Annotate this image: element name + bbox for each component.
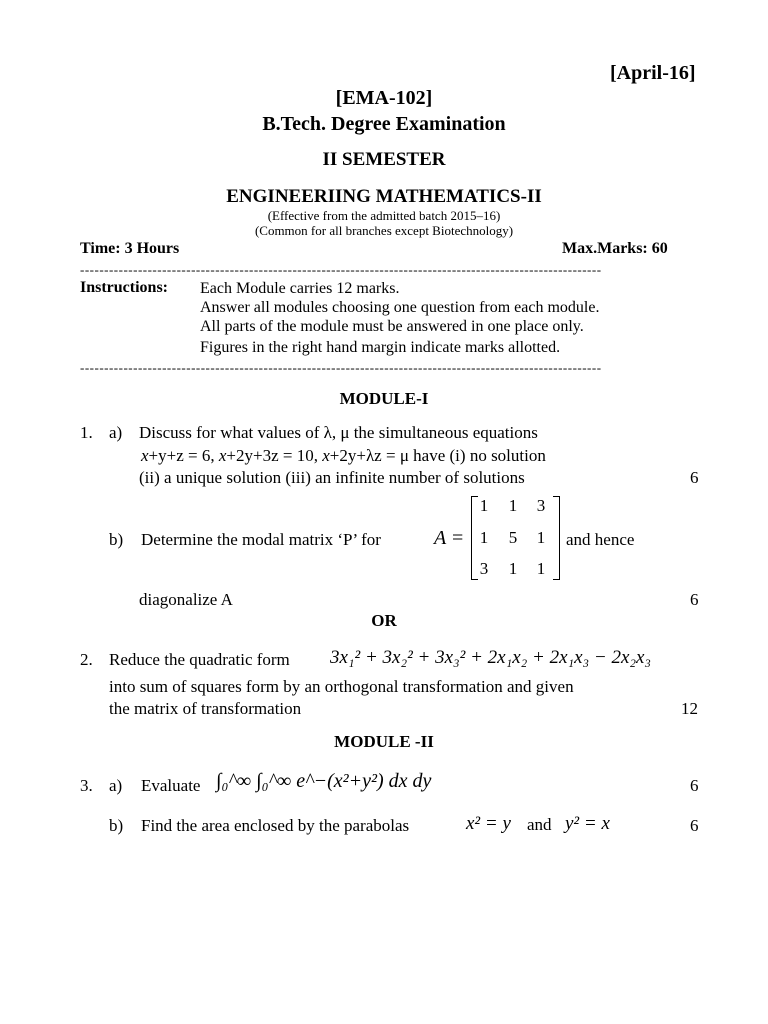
question-text: Evaluate: [141, 776, 201, 795]
matrix-cell: 1: [536, 528, 546, 547]
matrix-cell: 1: [479, 528, 489, 547]
instructions-label: Instructions:: [80, 279, 169, 296]
effective-note: (Effective from the admitted batch 2015–16): [267, 208, 501, 223]
part-label: a): [109, 423, 123, 442]
or-divider: OR: [371, 611, 397, 630]
semester-title: II SEMESTER: [322, 149, 446, 170]
instruction-line: Each Module carries 12 marks.: [200, 280, 400, 297]
question-text: Find the area enclosed by the parabolas: [141, 816, 410, 835]
matrix-cell: 1: [508, 559, 518, 578]
question-text: Reduce the quadratic form: [109, 650, 290, 669]
instruction-line: Answer all modules choosing one question from each module.: [200, 299, 600, 316]
matrix-cell: 1: [508, 496, 518, 515]
instruction-line: All parts of the module must be answered in one place only.: [200, 318, 584, 335]
question-number: 1.: [80, 423, 93, 442]
matrix-cell: 3: [479, 559, 489, 578]
question-text: into sum of squares form by an orthogonal transformation and given: [109, 677, 574, 696]
marks: 12: [681, 699, 698, 718]
matrix-cell: 1: [536, 559, 546, 578]
question-text: and hence: [566, 530, 635, 549]
instruction-line: Figures in the right hand margin indicate marks allotted.: [200, 339, 561, 356]
course-code: [EMA-102]: [335, 87, 433, 109]
part-label: b): [109, 530, 124, 549]
part-label: b): [109, 816, 124, 835]
matrix-cell: 1: [479, 496, 489, 515]
equals-sign: =: [452, 527, 464, 549]
subject-title: ENGINEERIING MATHEMATICS-II: [226, 186, 542, 207]
question-equations: x+y+z = 6, x+2y+3z = 10, x+2y+λz = μ have (i) no solution: [141, 446, 546, 465]
exam-date: [April-16]: [610, 62, 696, 84]
matrix-right-bracket: [553, 496, 560, 580]
question-text: diagonalize A: [139, 590, 233, 609]
question-number: 3.: [80, 776, 93, 795]
parabola-equation: y² = x: [565, 813, 610, 834]
matrix-cell: 5: [508, 528, 518, 547]
conjunction: and: [527, 815, 552, 834]
question-text: (ii) a unique solution (iii) an infinite number of solutions: [139, 468, 525, 487]
divider-top: ------------------------------------------------------------------------------------------------------------: [80, 262, 602, 277]
module-1-title: MODULE-I: [339, 389, 429, 408]
matrix-cell: 3: [536, 496, 546, 515]
marks: 6: [690, 776, 699, 795]
quadratic-form: 3x₁² + 3x₂² + 3x₃² + 2x₁x₂ + 2x₁x₃ − 2x₂x₃: [330, 647, 652, 668]
parabola-equation: x² = y: [466, 813, 511, 834]
common-note: (Common for all branches except Biotechnology): [254, 223, 514, 238]
exam-time: Time: 3 Hours: [80, 240, 180, 257]
marks: 6: [690, 590, 699, 609]
question-text: Determine the modal matrix ‘P’ for: [141, 530, 381, 549]
degree-title: B.Tech. Degree Examination: [262, 113, 506, 135]
module-2-title: MODULE -II: [334, 732, 434, 751]
question-number: 2.: [80, 650, 93, 669]
divider-bottom: ------------------------------------------------------------------------------------------------------------: [80, 360, 602, 375]
marks: 6: [690, 468, 699, 487]
double-integral: ∫₀^∞ ∫₀^∞ e^−(x²+y²) dx dy: [216, 770, 432, 792]
question-text: the matrix of transformation: [109, 699, 302, 718]
question-text: Discuss for what values of λ, μ the simultaneous equations: [139, 423, 538, 442]
max-marks: Max.Marks: 60: [562, 240, 668, 257]
matrix-name: A: [434, 527, 447, 549]
marks: 6: [690, 816, 699, 835]
part-label: a): [109, 776, 123, 795]
